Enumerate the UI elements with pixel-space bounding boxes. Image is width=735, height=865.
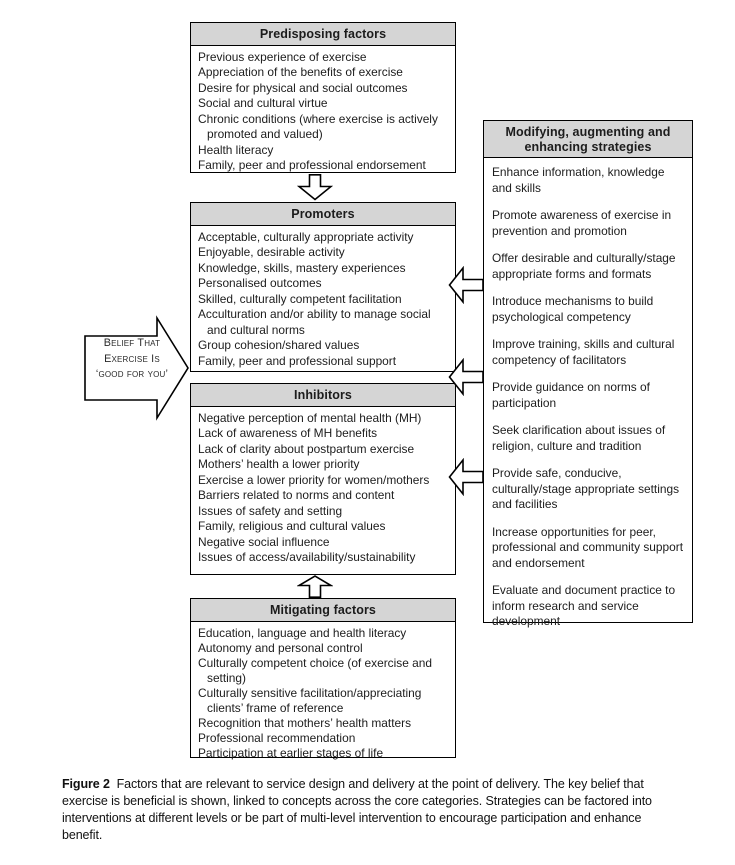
strategies-list (484, 158, 692, 644)
strategy-item: Introduce mechanisms to build psychological competency (492, 294, 654, 324)
predisposing-factors-header: Predisposing factors (191, 23, 455, 46)
inhibitor-item: Family, religious and cultural values (198, 519, 386, 533)
promoter-item: Skilled, culturally competent facilitation (198, 291, 402, 306)
inhibitor-item: Barriers related to norms and content (198, 488, 395, 502)
inhibitor-item: Issues of safety and setting (198, 503, 343, 518)
promoter-item: Personalised outcomes (198, 276, 322, 290)
predisposing-factors-list (191, 46, 455, 176)
mitigating-factor-item: Culturally competent choice (of exercise and setting) (198, 655, 432, 685)
promoters-header: Promoters (191, 203, 455, 226)
inhibitors-box (190, 383, 456, 575)
mitigating-factor-item: Participation at earlier stages of life (198, 745, 384, 760)
predisposing-factor-item: Chronic conditions (where exercise is actively promoted and valued) (198, 111, 438, 141)
inhibitor-item: Exercise a lower priority for women/mothers (198, 472, 430, 487)
inhibitor-item: Issues of access/availability/sustainability (198, 550, 416, 564)
strategy-item: Increase opportunities for peer, professional and community support and endorsement (492, 524, 684, 570)
mitigating-factor-item: Recognition that mothers’ health matters (198, 715, 412, 730)
mitigating-factor-item: Education, language and health literacy (198, 625, 407, 640)
inhibitor-item: Negative social influence (198, 534, 330, 549)
figure-caption-text: Factors that are relevant to service design and delivery at the point of delivery. The key belief that exercise is beneficial is shown, linked to concepts across the core categories. Strategies can be factored into interventions at different levels or be part of multi-level intervention to encourage participation and enhance benefit. (62, 777, 652, 842)
down-flow-arrow-icon (297, 174, 333, 201)
promoter-item: Group cohesion/shared values (198, 338, 360, 352)
promoters-box (190, 202, 456, 372)
predisposing-factor-item: Social and cultural virtue (198, 96, 328, 110)
up-flow-arrow-icon (297, 575, 333, 598)
predisposing-factors-box (190, 22, 456, 173)
inhibitors-list (191, 407, 455, 568)
belief-label-line2: Exercise Is (104, 352, 160, 365)
mitigating-factors-header: Mitigating factors (191, 599, 455, 622)
strategy-item: Improve training, skills and cultural competency of facilitators (492, 337, 675, 367)
belief-label-line3: ‘good for you’ (95, 368, 169, 380)
inhibitor-item: Lack of awareness of MH benefits (198, 426, 378, 440)
promoter-item: Enjoyable, desirable activity (198, 245, 345, 259)
strategy-item: Provide safe, conducive, culturally/stage appropriate settings and facilities (492, 466, 680, 511)
predisposing-factor-item: Appreciation of the benefits of exercise (198, 65, 403, 79)
strategy-item: Enhance information, knowledge and skills (492, 165, 665, 195)
strategies-header: Modifying, augmenting and enhancing strategies (484, 121, 692, 158)
mitigating-factor-item: Autonomy and personal control (198, 640, 363, 655)
inhibitor-item: Mothers’ health a lower priority (198, 457, 360, 471)
strategy-item: Evaluate and document practice to inform research and service development (492, 583, 676, 628)
promoter-item: Knowledge, skills, mastery experiences (198, 260, 406, 275)
inhibitors-header: Inhibitors (191, 384, 455, 407)
predisposing-factor-item: Previous experience of exercise (198, 49, 367, 64)
strategy-left-arrow-icon-2 (448, 358, 484, 396)
mitigating-factor-item: Professional recommendation (198, 730, 356, 745)
predisposing-factor-item: Desire for physical and social outcomes (198, 80, 408, 95)
belief-label-line1: Belief That (103, 337, 161, 349)
strategy-left-arrow-icon-3 (448, 458, 484, 496)
strategies-box (483, 120, 693, 628)
mitigating-factor-item: Culturally sensitive facilitation/appreciating clients’ frame of reference (198, 685, 422, 715)
strategy-item: Seek clarification about issues of religion, culture and tradition (492, 423, 666, 453)
mitigating-factors-box (190, 598, 456, 758)
promoter-item: Family, peer and professional support (198, 353, 397, 368)
strategy-item: Offer desirable and culturally/stage appropriate forms and formats (492, 251, 676, 281)
promoter-item: Acculturation and/or ability to manage social and cultural norms (198, 307, 431, 337)
predisposing-factor-item: Health literacy (198, 142, 274, 157)
promoter-item: Acceptable, culturally appropriate activity (198, 229, 414, 244)
strategy-left-arrow-icon-1 (448, 266, 484, 304)
predisposing-factor-item: Family, peer and professional endorsement (198, 158, 426, 172)
inhibitor-item: Lack of clarity about postpartum exercise (198, 441, 415, 456)
strategy-item: Provide guidance on norms of participation (492, 380, 650, 410)
figure-caption (62, 776, 680, 844)
belief-label (80, 336, 184, 383)
mitigating-factors-list (191, 622, 455, 763)
inhibitor-item: Negative perception of mental health (MH) (198, 410, 422, 425)
promoters-list (191, 226, 455, 372)
strategy-item: Promote awareness of exercise in prevention and promotion (492, 208, 672, 238)
figure-caption-label: Figure 2 (62, 777, 110, 791)
